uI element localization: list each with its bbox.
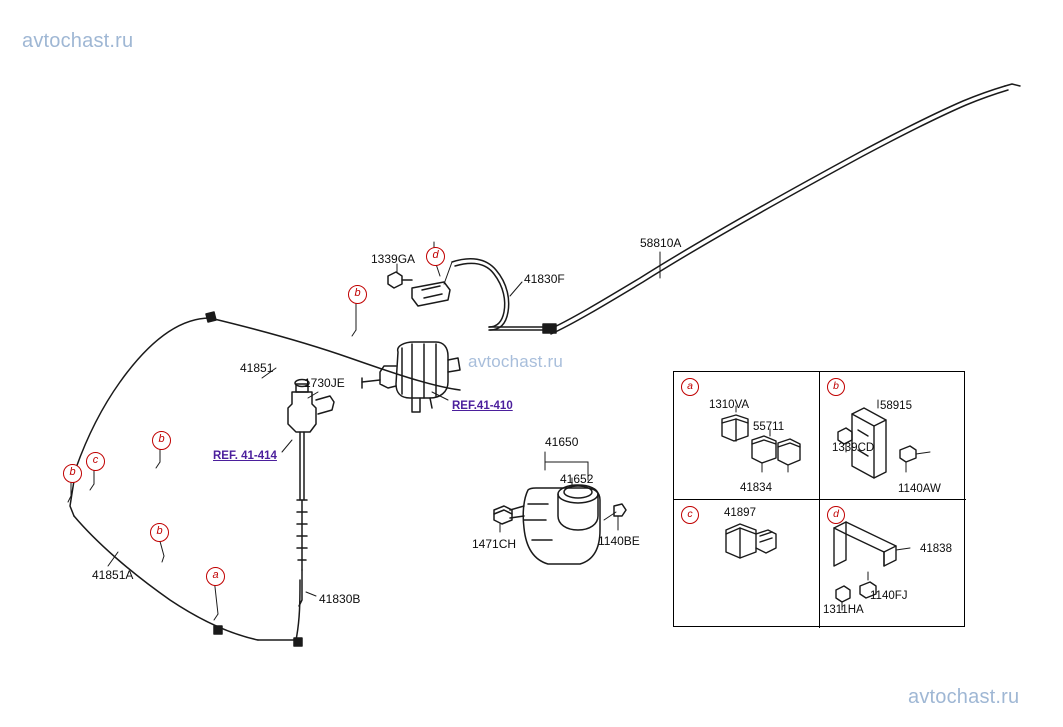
legend-cell-d — [820, 500, 966, 628]
part-label-1730JE: 1730JE — [304, 376, 345, 390]
callout-a-lower: a — [206, 567, 225, 586]
callout-b-top: b — [348, 285, 367, 304]
part-label-58810A: 58810A — [640, 236, 682, 250]
legend-label-58915: 58915 — [880, 400, 912, 412]
legend-cell-b — [820, 372, 966, 500]
legend-cell-c — [674, 500, 820, 628]
legend-cell-a — [674, 372, 820, 500]
callout-b-mid: b — [152, 431, 171, 450]
watermark-bottom-right: avtochast.ru — [908, 686, 1020, 708]
watermark-top-left: avtochast.ru — [22, 30, 134, 52]
callout-b-left: b — [63, 464, 82, 483]
legend-label-41834: 41834 — [740, 482, 772, 494]
part-label-41851: 41851 — [240, 361, 274, 375]
legend-label-55711: 55711 — [753, 421, 785, 433]
part-label-1140BE: 1140BE — [598, 534, 640, 548]
part-label-41851A: 41851A — [92, 568, 134, 582]
legend-marker-c: c — [681, 506, 699, 524]
callout-c-left: c — [86, 452, 105, 471]
reference-label-41-414[interactable]: REF. 41-414 — [213, 450, 277, 462]
callout-b-lower: b — [150, 523, 169, 542]
part-label-41652: 41652 — [560, 472, 594, 486]
part-label-1471CH: 1471CH — [472, 537, 517, 551]
legend-label-1310VA: 1310VA — [709, 399, 750, 411]
part-label-41830B: 41830B — [319, 592, 361, 606]
legend-marker-b: b — [827, 378, 845, 396]
part-label-41830F: 41830F — [524, 272, 565, 286]
legend-label-41838: 41838 — [920, 543, 952, 555]
reference-label-41-410[interactable]: REF.41-410 — [452, 400, 513, 412]
callout-d-top: d — [426, 247, 445, 266]
legend-marker-d: d — [827, 506, 845, 524]
legend-label-1140FJ: 1140FJ — [870, 590, 908, 602]
legend-table — [673, 371, 965, 627]
part-label-41650: 41650 — [545, 435, 579, 449]
legend-label-1339CD: 1339CD — [832, 442, 875, 454]
part-label-1339GA: 1339GA — [371, 252, 416, 266]
legend-marker-a: a — [681, 378, 699, 396]
legend-label-1140AW: 1140AW — [898, 483, 941, 495]
legend-label-1311HA: 1311HA — [823, 604, 864, 616]
watermark-middle: avtochast.ru — [468, 352, 564, 371]
legend-label-41897: 41897 — [724, 507, 756, 519]
